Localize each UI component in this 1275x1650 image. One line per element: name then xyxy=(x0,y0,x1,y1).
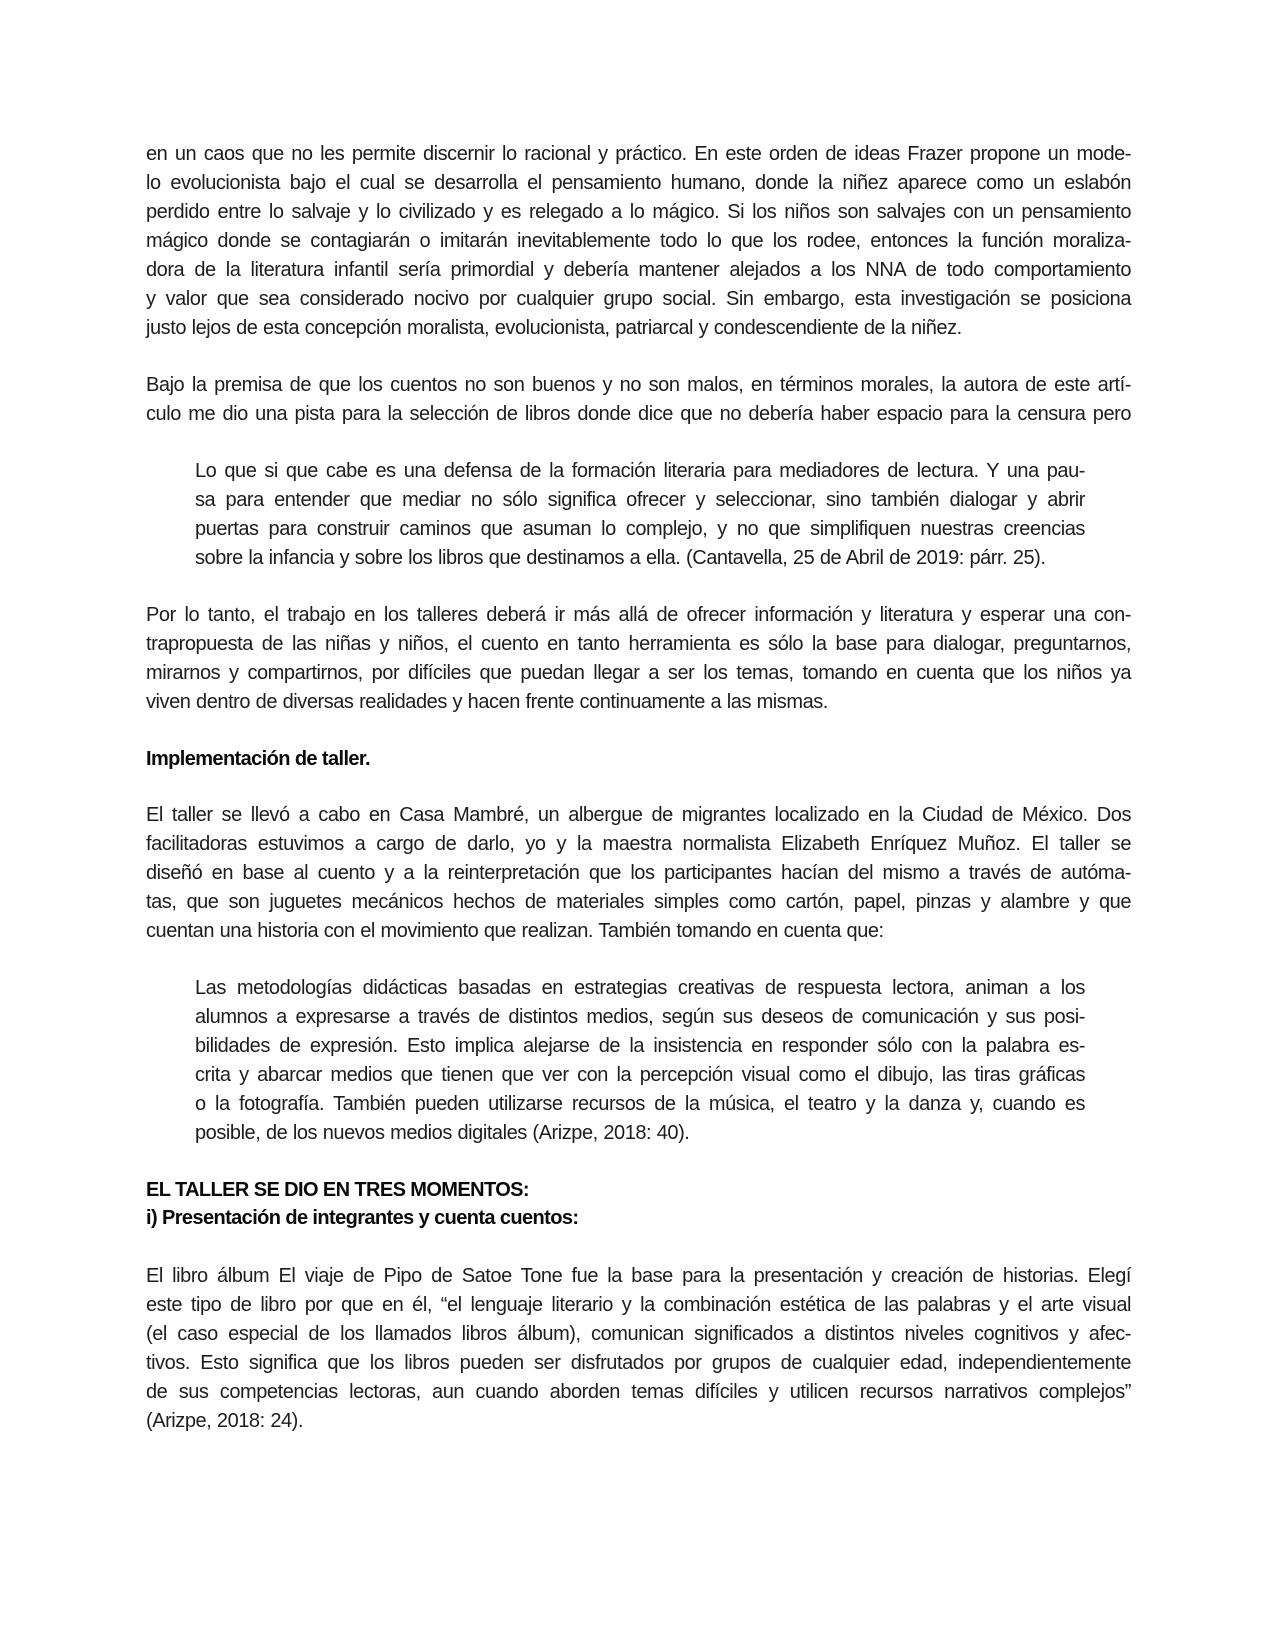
text-line: facilitadoras estuvimos a cargo de darlo, yo y la maestra normalista Elizabeth Enríquez Muñoz. El taller se xyxy=(146,833,1131,855)
text-line: viven dentro de diversas realidades y hacen frente continuamente a las mismas. xyxy=(146,691,828,713)
block-quote-cantavella xyxy=(195,457,1085,573)
text-line: culo me dio una pista para la selección de libros donde dice que no debería haber espacio para la censura pero xyxy=(146,403,1131,425)
text-line: trapropuesta de las niñas y niños, el cuento en tanto herramienta es sólo la base para dialogar, preguntarnos, xyxy=(146,633,1131,655)
quote-line: puertas para construir caminos que asuman lo complejo, y no que simplifiquen nuestras creencias xyxy=(195,518,1085,540)
subheading-moment-1: i) Presentación de integrantes y cuenta cuentos: xyxy=(146,1207,579,1229)
text-line: Por lo tanto, el trabajo en los talleres deberá ir más allá de ofrecer información y literatura y esperar una con- xyxy=(146,604,1131,626)
text-line: de sus competencias lectoras, aun cuando aborden temas difíciles y utilicen recursos narrativos complejos” xyxy=(146,1381,1131,1403)
quote-line: bilidades de expresión. Esto implica alejarse de la insistencia en responder sólo con la palabra es- xyxy=(195,1035,1085,1057)
section-heading-implementation: Implementación de taller. xyxy=(146,748,370,770)
text-line: tivos. Esto significa que los libros pueden ser disfrutados por grupos de cualquier edad, independientemente xyxy=(146,1352,1131,1374)
text-line: tas, que son juguetes mecánicos hechos de materiales simples como cartón, papel, pinzas y alambre y que xyxy=(146,891,1131,913)
paragraph-workshops xyxy=(146,601,1131,717)
paragraph-frazer xyxy=(146,140,1131,343)
text-line: diseñó en base al cuento y a la reinterpretación que los participantes hacían del mismo a través de autóma- xyxy=(146,862,1131,884)
quote-line: alumnos a expresarse a través de distintos medios, según sus deseos de comunicación y sus posi- xyxy=(195,1006,1085,1028)
quote-line: o la fotografía. También pueden utilizarse recursos de la música, el teatro y la danza y, cuando es xyxy=(195,1093,1085,1115)
quote-line: Lo que si que cabe es una defensa de la formación literaria para mediadores de lectura. Y una pau- xyxy=(195,460,1085,482)
heading-three-moments: EL TALLER SE DIO EN TRES MOMENTOS: xyxy=(146,1179,529,1201)
document-page xyxy=(146,140,1131,1464)
quote-line: sa para entender que mediar no sólo significa ofrecer y seleccionar, sino también dialogar y abrir xyxy=(195,489,1085,511)
quote-line: crita y abarcar medios que tienen que ver con la percepción visual como el dibujo, las tiras gráficas xyxy=(195,1064,1085,1086)
text-line: Bajo la premisa de que los cuentos no son buenos y no son malos, en términos morales, la autora de este artí- xyxy=(146,374,1131,396)
text-line: (el caso especial de los llamados libros álbum), comunican significados a distintos niveles cognitivos y afec- xyxy=(146,1323,1131,1345)
text-line: perdido entre lo salvaje y lo civilizado y es relegado a lo mágico. Si los niños son salvajes con un pensamiento xyxy=(146,201,1131,223)
paragraph-premise xyxy=(146,371,1131,429)
text-line: mágico donde se contagiarán o imitarán inevitablemente todo lo que los rodee, entonces la función moraliza- xyxy=(146,230,1131,252)
text-line: El libro álbum El viaje de Pipo de Satoe Tone fue la base para la presentación y creación de historias. Elegí xyxy=(146,1265,1131,1287)
quote-line: Las metodologías didácticas basadas en estrategias creativas de respuesta lectora, animan a los xyxy=(195,977,1085,999)
text-line: (Arizpe, 2018: 24). xyxy=(146,1410,303,1432)
paragraph-pipo xyxy=(146,1262,1131,1436)
text-line: dora de la literatura infantil sería primordial y debería mantener alejados a los NNA de todo comportamiento xyxy=(146,259,1131,281)
quote-line: posible, de los nuevos medios digitales (Arizpe, 2018: 40). xyxy=(195,1122,690,1144)
text-line: y valor que sea considerado nocivo por cualquier grupo social. Sin embargo, esta investigación se posiciona xyxy=(146,288,1131,310)
block-quote-arizpe xyxy=(195,974,1085,1148)
text-line: lo evolucionista bajo el cual se desarrolla el pensamiento humano, donde la niñez aparece como un eslabón xyxy=(146,172,1131,194)
text-line: cuentan una historia con el movimiento que realizan. También tomando en cuenta que: xyxy=(146,920,884,942)
quote-line: sobre la infancia y sobre los libros que destinamos a ella. (Cantavella, 25 de Abril de 2019: párr. 25). xyxy=(195,547,1046,569)
text-line: El taller se llevó a cabo en Casa Mambré, un albergue de migrantes localizado en la Ciudad de México. Dos xyxy=(146,804,1131,826)
text-line: mirarnos y compartirnos, por difíciles que puedan llegar a ser los temas, tomando en cuenta que los niños ya xyxy=(146,662,1131,684)
text-line: en un caos que no les permite discernir lo racional y práctico. En este orden de ideas Frazer propone un mode- xyxy=(146,143,1131,165)
section-heading-moments xyxy=(146,1176,1131,1232)
text-line: justo lejos de esta concepción moralista, evolucionista, patriarcal y condescendiente de la niñez. xyxy=(146,317,962,339)
paragraph-casa-mambre xyxy=(146,801,1131,946)
text-line: este tipo de libro por que en él, “el lenguaje literario y la combinación estética de las palabras y el arte visual xyxy=(146,1294,1131,1316)
